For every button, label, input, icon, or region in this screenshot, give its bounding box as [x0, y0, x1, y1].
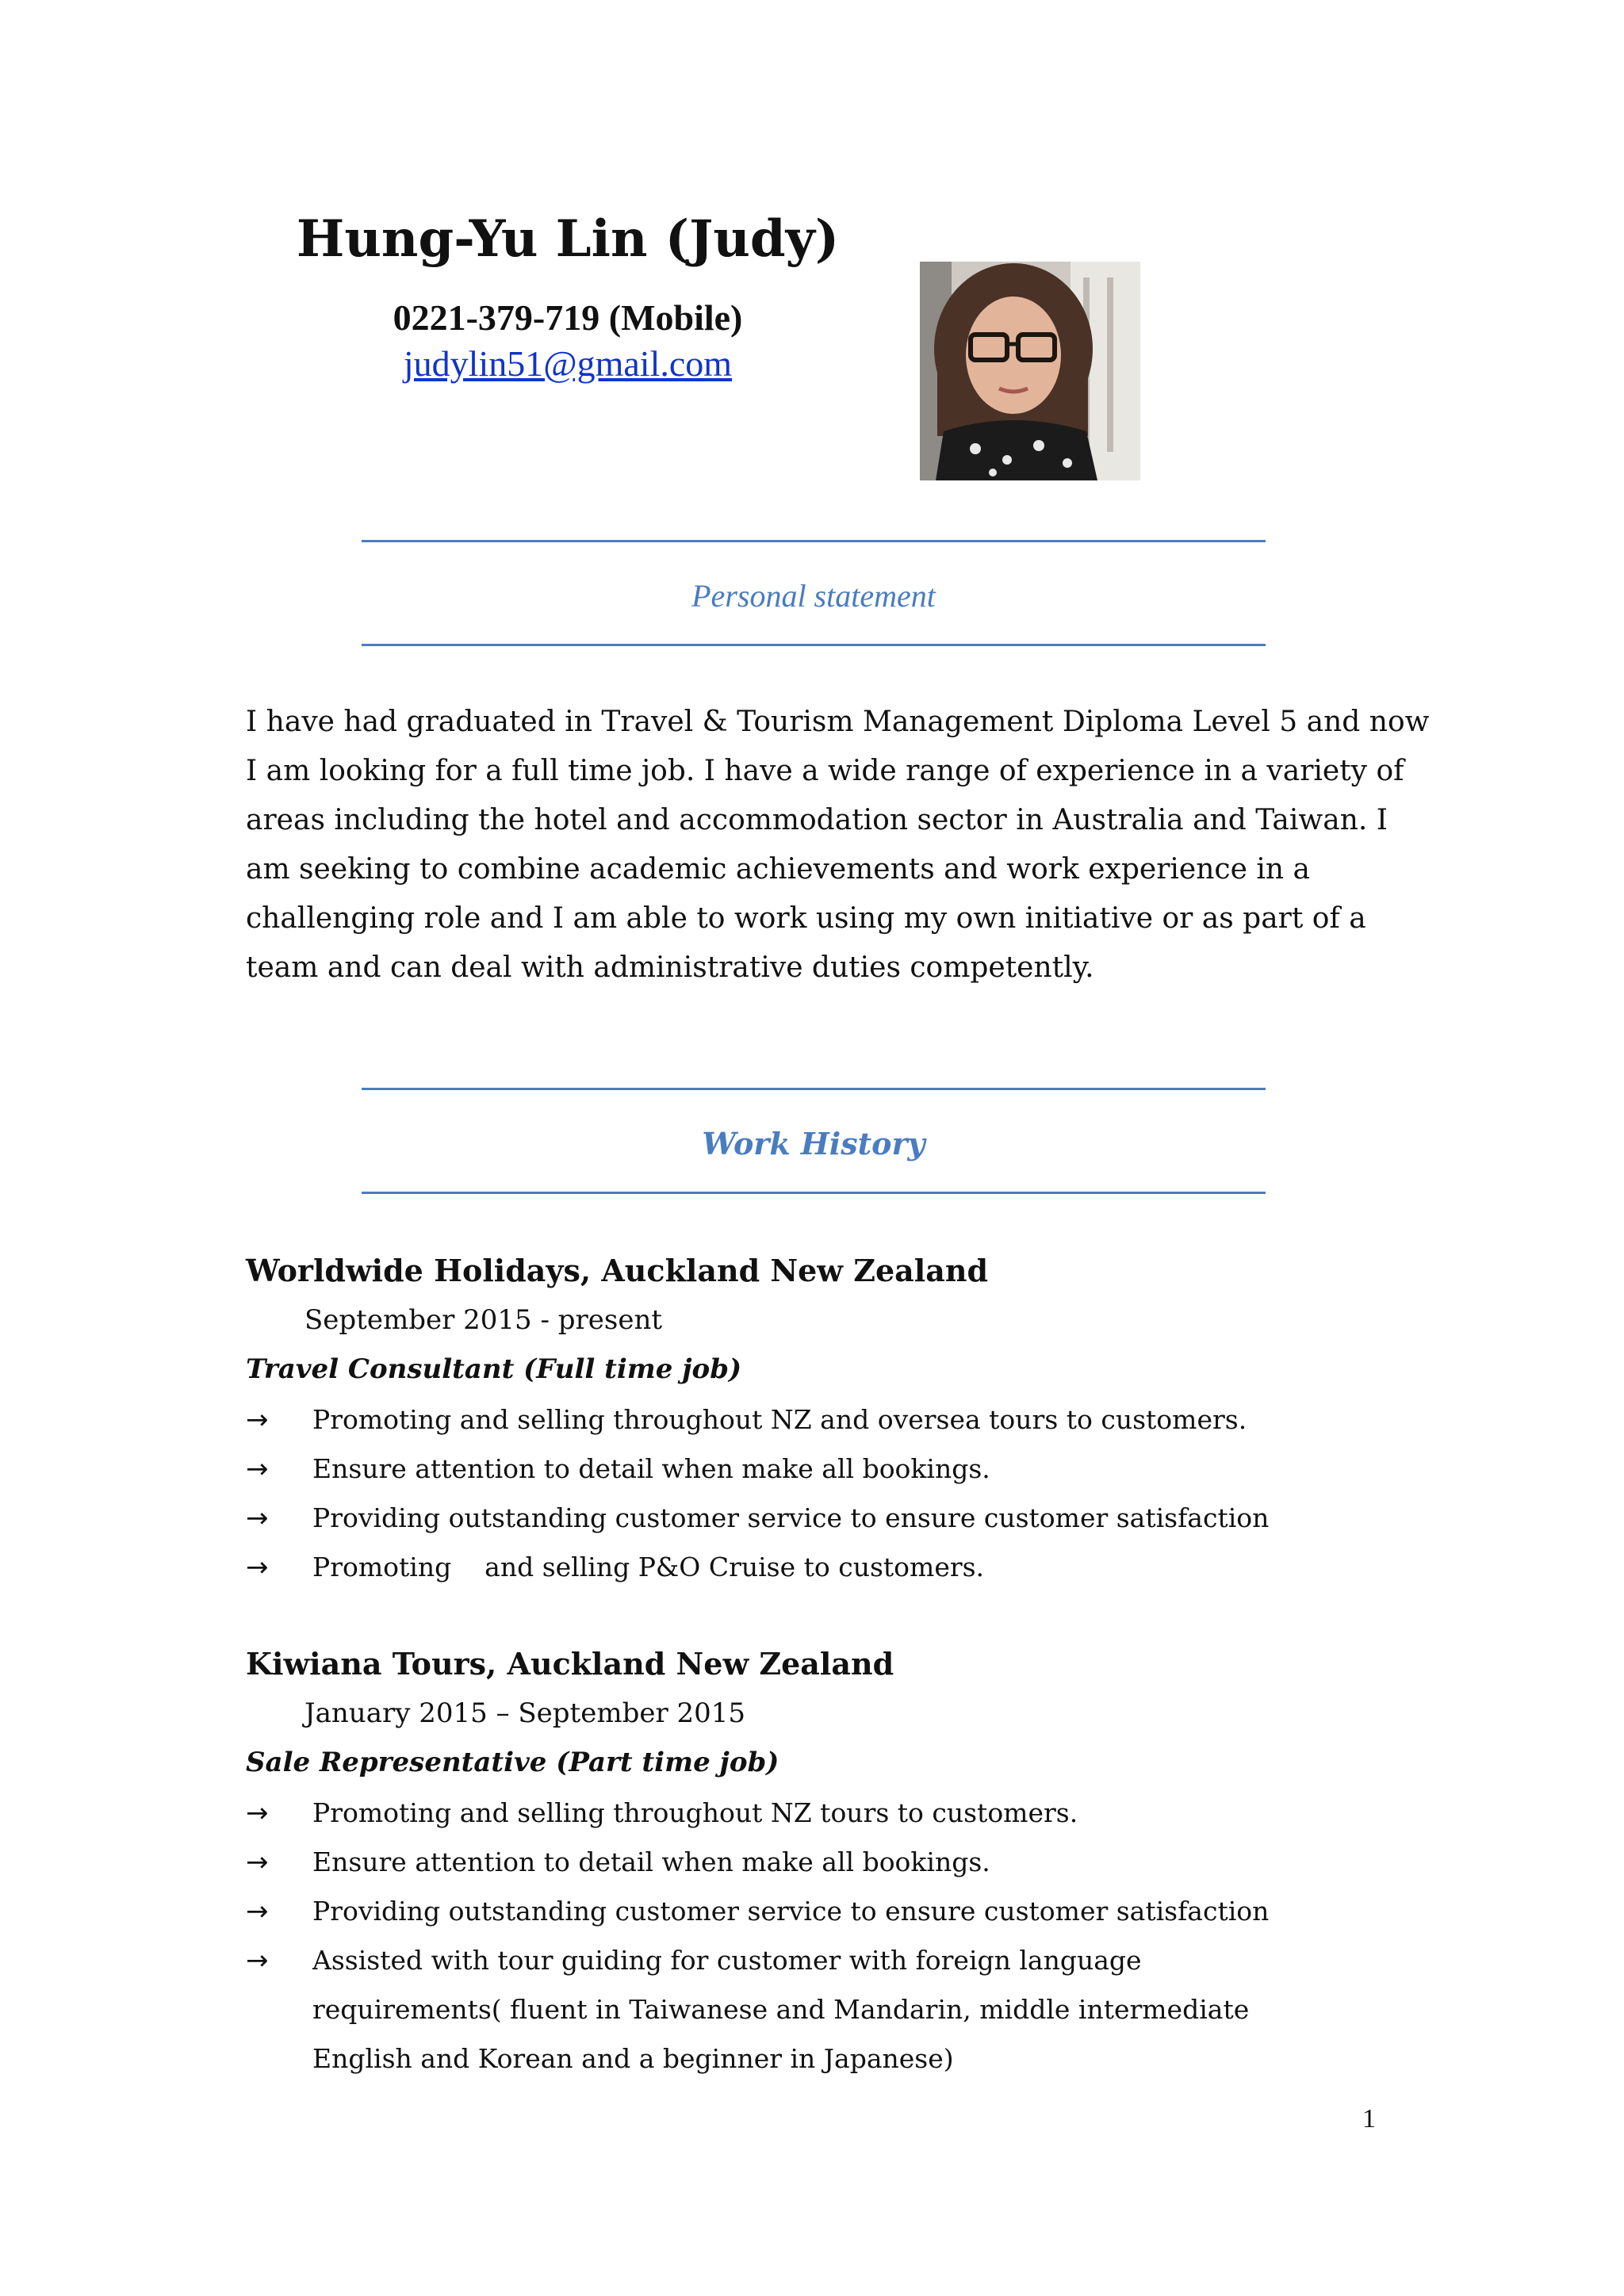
job-role: Sale Representative (Part time job) [246, 1747, 779, 1778]
bullet-text: Providing outstanding customer service to ensure customer satisfaction [312, 1896, 1270, 1927]
list-item [246, 1887, 1388, 1936]
section-divider-top [362, 540, 1266, 542]
statement-line: challenging role and I am able to work using my own initiative or as part of a [246, 902, 1366, 935]
arrow-icon: → [246, 1552, 269, 1583]
list-item [246, 1789, 1388, 1838]
arrow-icon: → [246, 1453, 269, 1485]
bullet-continuation: English and Korean and a beginner in Japanese) [312, 2043, 954, 2074]
arrow-icon: → [246, 1846, 269, 1878]
list-item [246, 1445, 1388, 1494]
page-number: 1 [1362, 2104, 1376, 2133]
job-company: Worldwide Holidays, Auckland New Zealand [246, 1253, 989, 1288]
bullet-text: Promoting and selling throughout NZ and oversea tours to customers. [312, 1404, 1247, 1435]
bullet-text: Assisted with tour guiding for customer with foreign language [312, 1945, 1142, 1976]
list-item [246, 1494, 1388, 1543]
list-item [246, 1543, 1388, 1592]
work-history-heading: Work History [702, 1126, 925, 1161]
job-duties-list [246, 1789, 1388, 2084]
personal-statement-text [246, 698, 1430, 993]
bullet-text: Ensure attention to detail when make all bookings. [312, 1453, 990, 1484]
arrow-icon: → [246, 1896, 269, 1927]
section-divider-top [362, 1088, 1266, 1090]
arrow-icon: → [246, 1797, 269, 1829]
bullet-text: Providing outstanding customer service to ensure customer satisfaction [312, 1502, 1270, 1533]
bullet-continuation: requirements( fluent in Taiwanese and Mandarin, middle intermediate [312, 1994, 1250, 2025]
job-role: Travel Consultant (Full time job) [246, 1353, 742, 1385]
arrow-icon: → [246, 1502, 269, 1534]
statement-line: team and can deal with administrative duties competently. [246, 951, 1094, 984]
list-item [246, 1936, 1388, 2084]
statement-line: I am looking for a full time job. I have a wide range of experience in a variety of [246, 755, 1404, 787]
statement-line: I have had graduated in Travel & Tourism Management Diploma Level 5 and now [246, 706, 1430, 738]
phone-number: 0221-379-719 (Mobile) [393, 297, 743, 338]
personal-statement-heading: Personal statement [691, 578, 936, 614]
arrow-icon: → [246, 1945, 269, 1976]
arrow-icon: → [246, 1404, 269, 1436]
job-dates: September 2015 - present [304, 1304, 663, 1336]
email-link[interactable]: judylin51@gmail.com [403, 343, 733, 384]
list-item [246, 1838, 1388, 1887]
job-dates: January 2015 – September 2015 [304, 1697, 746, 1729]
candidate-name: Hung-Yu Lin (Judy) [296, 209, 840, 269]
statement-line: am seeking to combine academic achievements and work experience in a [246, 853, 1310, 886]
section-divider-bottom [362, 644, 1266, 646]
list-item [246, 1395, 1388, 1445]
statement-line: areas including the hotel and accommodation sector in Australia and Taiwan. I [246, 804, 1388, 836]
bullet-text: Promoting and selling P&O Cruise to customers. [312, 1552, 985, 1582]
bullet-text: Ensure attention to detail when make all bookings. [312, 1846, 990, 1877]
job-duties-list [246, 1395, 1388, 1592]
job-company: Kiwiana Tours, Auckland New Zealand [246, 1646, 894, 1682]
section-divider-bottom [362, 1192, 1266, 1194]
bullet-text: Promoting and selling throughout NZ tours to customers. [312, 1797, 1078, 1828]
profile-photo [920, 262, 1140, 480]
